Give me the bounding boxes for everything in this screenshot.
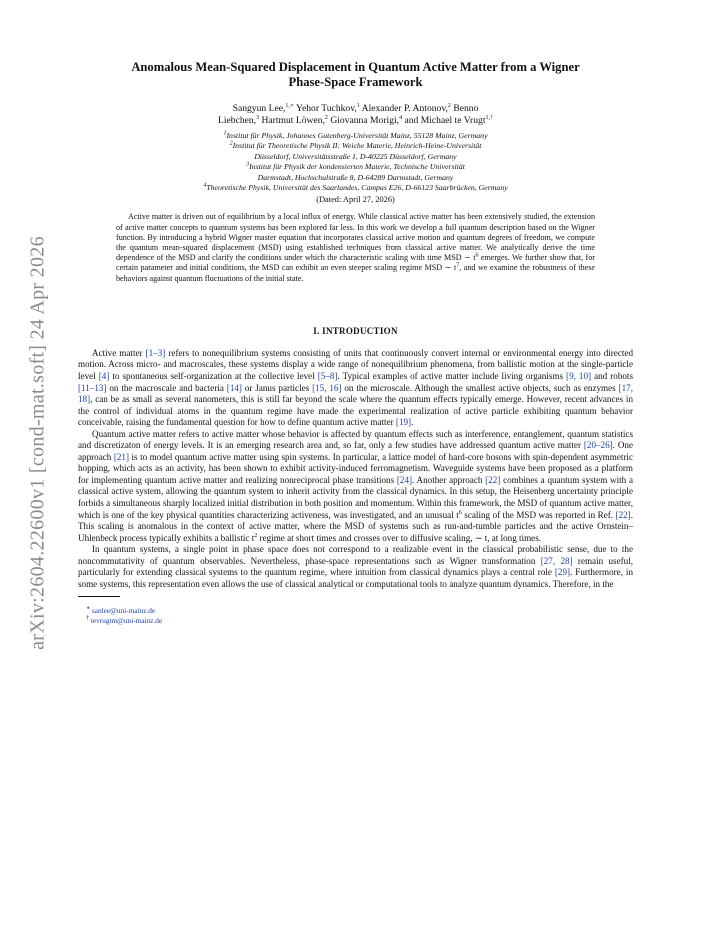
author-name: Hartmut Löwen, <box>261 115 325 126</box>
affiliation-3: $^3$Institut für Physik der kondensierten Materie, Technische Universität <box>246 161 465 172</box>
email-link[interactable]: tevrugtm@uni-mainz.de <box>90 615 163 625</box>
title-line-2: Phase-Space Framework <box>288 75 423 89</box>
affiliation-mark: 1, <box>485 114 491 121</box>
citation-link[interactable]: [20–26] <box>583 440 613 451</box>
citation-link[interactable]: [14] <box>226 382 242 393</box>
affiliation-2: $^2$Institut für Theoretische Physik II: Weiche Materie, Heinrich-Heine-Universität <box>229 140 482 151</box>
arxiv-identifier[interactable]: arXiv:2604.22600v1 [cond-mat.soft] 24 Apr 2026 <box>26 236 49 650</box>
email-link[interactable]: sanlee@uni-mainz.de <box>91 606 156 616</box>
footnotes <box>78 606 633 625</box>
affiliation-mark: 4 <box>399 114 403 121</box>
citation-link[interactable]: [19] <box>395 417 412 428</box>
citation-link[interactable]: [24] <box>396 474 413 485</box>
citation-link[interactable]: [22] <box>485 474 501 485</box>
author-name: Giovanna Morigi, <box>330 115 400 126</box>
corresponding-author-mark[interactable]: ∗ <box>289 102 294 109</box>
footnote-1: ∗ sanlee@uni-mainz.de <box>86 605 156 616</box>
author-name: Sangyun Lee, <box>232 103 286 114</box>
affiliation-mark: 1, <box>285 102 290 109</box>
author-line-2 <box>78 115 633 127</box>
citation-link[interactable]: [29] <box>554 567 571 578</box>
intro-paragraph-1: Active matter [1–3] refers to nonequilibrium systems consisting of units that continuously convert internal or environmental energy into directed motion. Across micro- and macroscales, these systems display a wide range of nonequilibrium phenomena, from ballistic motion at the single-particle level [4] to spontaneous self-organization at the collective level [5–8]. Typical examples of active matter include living organisms [9, 10] and robots [11–13] on the macroscale and bacteria [14] or Janus particles [15, 16] on the microscale. Although the smallest active objects, such as enzymes [17, 18], can be as small as several nanometers, this is still far beyond the scale where the quantum effects typically emerge. However, recent advances in the control of individual atoms in the quantum regime have made the experimental realization of active particle exhibiting quantum behavior conceivable, raising the fundamental question for how to define quantum active matter [19]. <box>78 347 633 428</box>
affiliation-list <box>78 131 633 193</box>
introduction-body <box>78 348 633 590</box>
citation-link[interactable]: [4] <box>98 370 110 381</box>
author-name: Yehor Tuchkov, <box>296 103 357 114</box>
author-name: Alexander P. Antonov, <box>361 103 448 114</box>
citation-link[interactable]: [5–8] <box>317 370 338 381</box>
paper-title <box>78 60 633 90</box>
affiliation-4: $^4$Theoretische Physik, Universität des Saarlandes, Campus E26, D-66123 Saarbrücken, Germany <box>203 182 508 193</box>
citation-link[interactable]: [15, 16] <box>312 382 342 393</box>
intro-paragraph-2: Quantum active matter refers to active matter whose behavior is affected by quantum effects such as interference, entanglement, quantum statistics and discretizaton of energy levels. It is an emerging research area and, so far, only a few studies have addressed quantum active matter [20–26]. One approach [21] is to model quantum active matter using spin systems. In particular, a lattice model of hard-core bosons with spin-dependent asymmetric hopping, which acts as an activity, has been shown to exhibit activity-induced ferromagnetism. Waveguide systems have been proposed as a platform for implementing quantum active matter and realizing nonreciprocal phase transitions [24]. Another approach [22] combines a quantum system with a classical active system, allowing the quantum system to inherit activity from the classical dynamics. In this setup, the Heisenberg uncertainty principle forbids a simultaneous sharply localized initial distribution in both position and momentum. Within this framework, the MSD of quantum active matter, which is one of the key physical quantities characterizing activeness, was investigated, and an unusual $t^6$ scaling of the MSD was reported in Ref. [22]. This scaling is anomalous in the context of active matter, where the MSD of systems such as run-and-tumble particles and the active Ornstein–Uhlenbeck process typically exhibits a ballistic $t^2$ regime at short times and crosses over to diffusive scaling, ∼ t, at long times. <box>78 428 633 543</box>
citation-link[interactable]: [27, 28] <box>540 555 573 566</box>
citation-link[interactable]: [1–3] <box>145 347 166 358</box>
section-heading-introduction: I. INTRODUCTION <box>313 325 398 336</box>
author-line-1 <box>78 103 633 115</box>
affiliation-1: $^1$Institut für Physik, Johannes Gutenberg-Universität Mainz, 55128 Mainz, Germany <box>223 130 488 140</box>
affiliation-mark: 2 <box>447 102 451 109</box>
footnote-2: † tevrugtm@uni-mainz.de <box>86 615 163 625</box>
citation-link[interactable]: [11–13] <box>78 382 107 393</box>
author-name: Benno <box>453 103 479 114</box>
author-list <box>78 103 633 127</box>
citation-link[interactable]: [9, 10] <box>566 370 592 381</box>
author-name: and Michael te Vrugt <box>404 115 486 126</box>
corresponding-author-mark[interactable]: † <box>490 114 494 121</box>
intro-paragraph-3: In quantum systems, a single point in phase space does not correspond to a realizable event in the classical probabilistic sense, due to the noncommutativity of quantum observables. Nevertheless, phase-space representations such as Wigner transformation [27, 28] remain useful, particularly for extending classical systems to the quantum regime, where intuition from classical dynamics plays a central role [29]. Furthermore, in some systems, this representation even allows the use of classical analytical or computational tools to analyze quantum dynamics. Therefore, in the <box>78 544 634 589</box>
abstract: Active matter is driven out of equilibrium by a local influx of energy. While classical active matter has been extensively studied, the extension of active matter concepts to quantum systems has been explored far less. In this work we develop a full quantum description based on the Wigner function. By introducing a hybrid Wigner master equation that incorporates classical active motion and quantum degrees of freedom, we compute the quantum mean-squared displacement (MSD) using established techniques from classical active matter. We analytically derive the time dependence of the MSD and clarify the conditions under which the characteristic scaling with time MSD ∼ $t^6$ emerges. We further show that, for certain parameter and initial conditions, the MSD can exhibit an even steeper scaling regime MSD ∼ $t^7$, and we examine the robustness of these behaviors against quantum fluctuations of the initial state. <box>116 212 595 283</box>
arxiv-sidebar-stamp <box>14 198 62 688</box>
citation-link[interactable]: [22] <box>615 509 631 520</box>
affiliation-mark: 3 <box>256 114 260 121</box>
affiliation-mark: 2 <box>324 114 328 121</box>
author-name: Liebchen, <box>217 115 257 126</box>
title-line-1: Anomalous Mean-Squared Displacement in Quantum Active Matter from a Wigner <box>131 60 580 74</box>
affiliation-mark: 1 <box>356 102 360 109</box>
footnote-divider <box>78 596 120 597</box>
citation-link[interactable]: [21] <box>113 451 129 462</box>
paper-page <box>78 60 633 625</box>
affiliation-2-cont: Düsseldorf, Universitätsstraße 1, D-40225 Düsseldorf, Germany <box>254 151 457 161</box>
citation-link[interactable]: [17, 18] <box>78 382 633 405</box>
affiliation-3-cont: Darmstadt, Hochschulstraße 8, D-64289 Darmstadt, Germany <box>257 172 454 182</box>
date-line: (Dated: April 27, 2026) <box>316 195 395 205</box>
